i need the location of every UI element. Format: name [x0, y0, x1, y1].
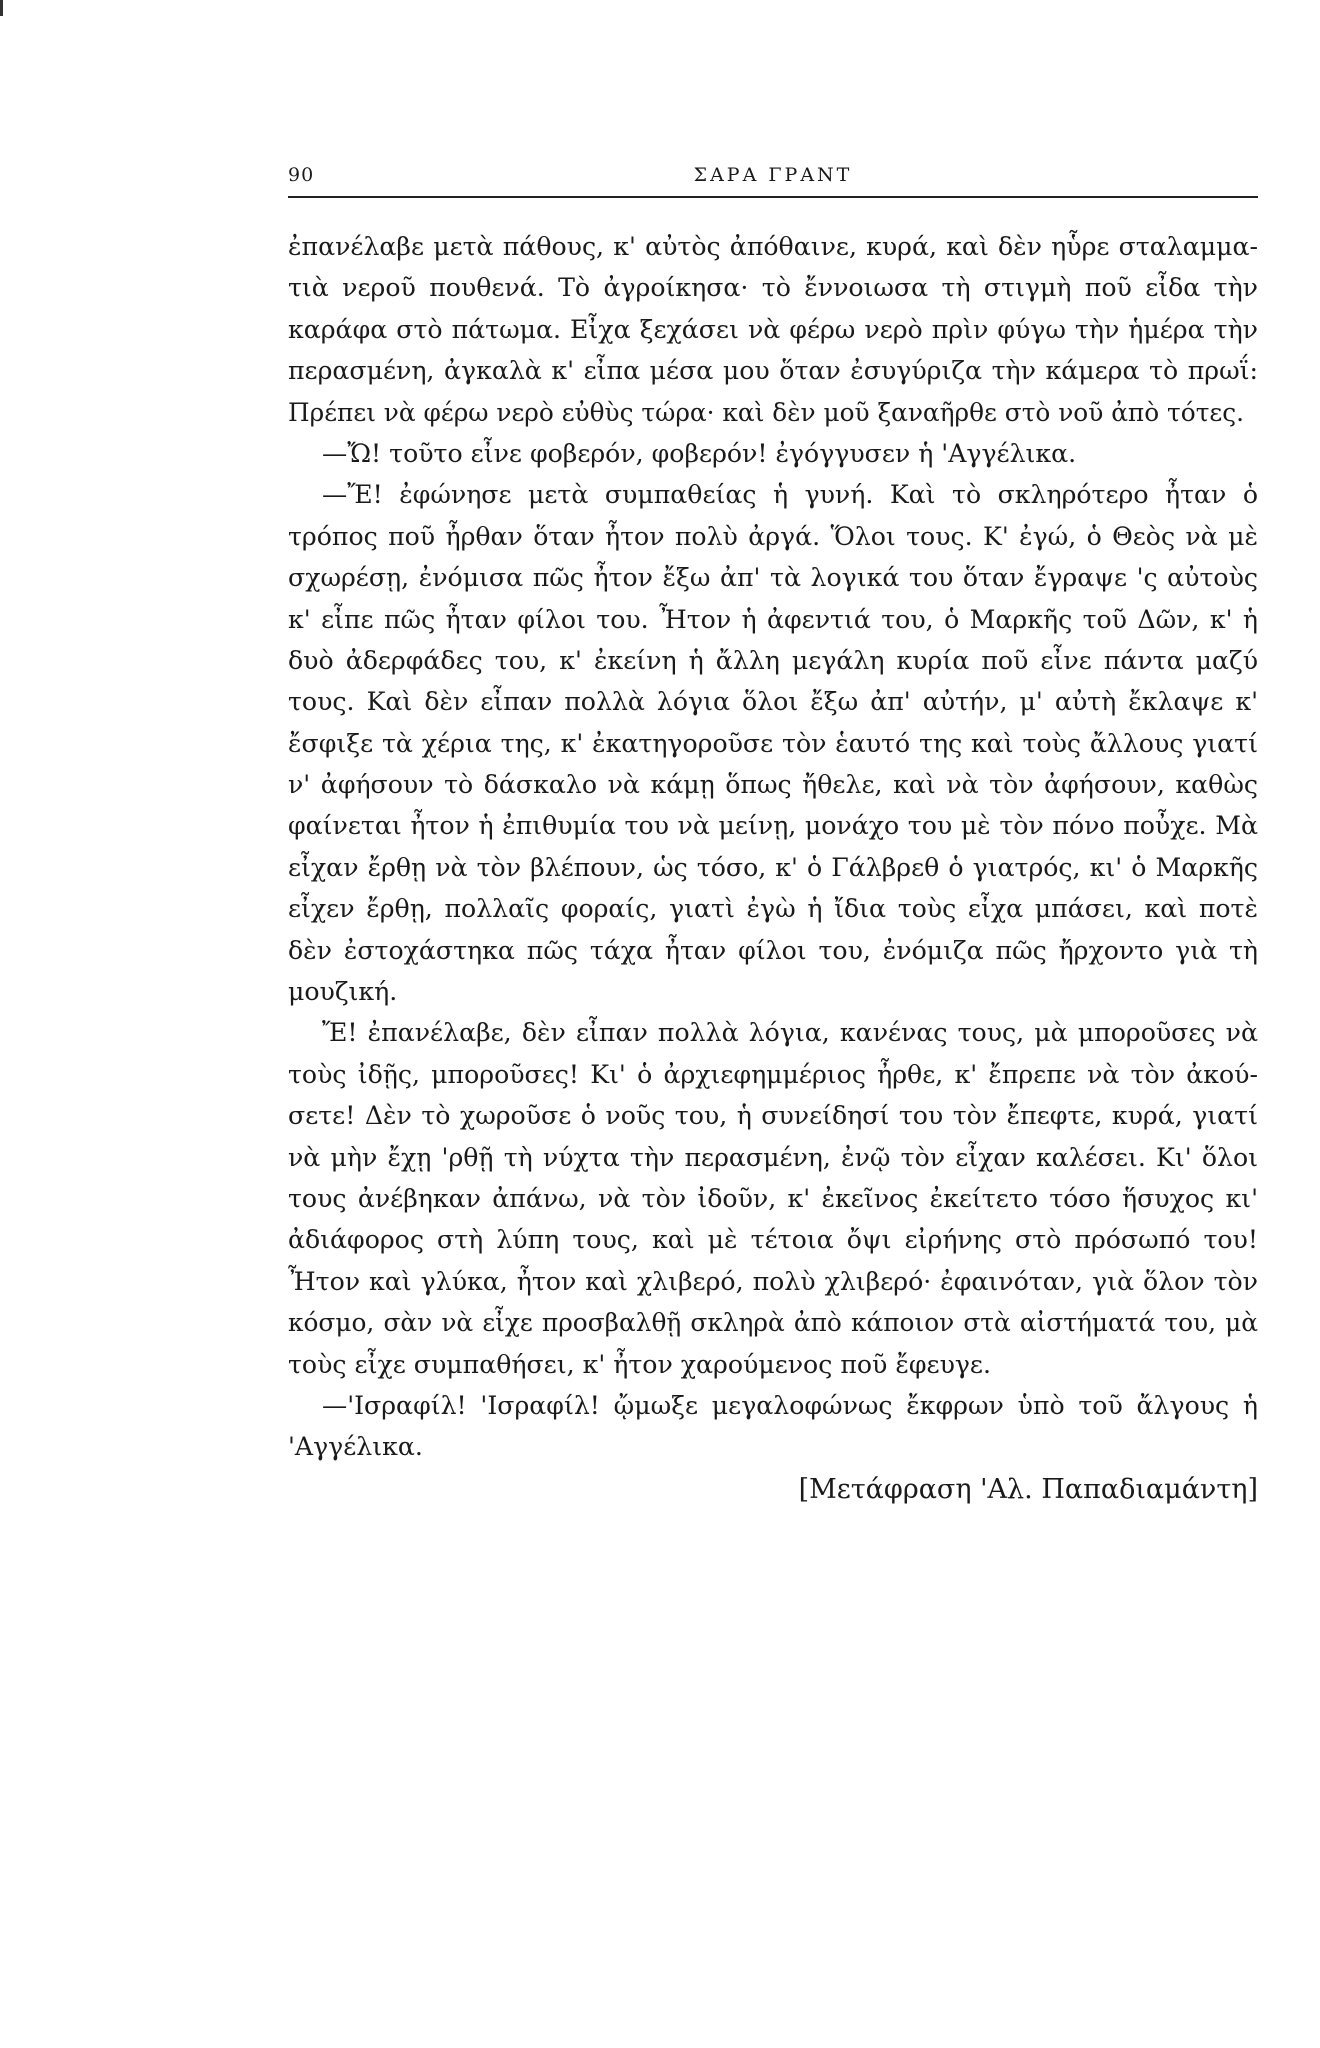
text-line: κόσμο, σὰν νὰ εἶχε προσβαλθῇ σκληρὰ ἀπὸ κάποιον στὰ αἰστήματά του, μὰ [288, 1308, 1258, 1338]
text-line: Ἦτον καὶ γλύκα, ἦτον καὶ χλιβερό, πολὺ χλιβερό· ἐφαινόταν, γιὰ ὅλον τὸν [288, 1266, 1258, 1296]
text-line: τους. Καὶ δὲν εἶπαν πολλὰ λόγια ὅλοι ἔξω ἀπ' αὐτήν, μ' αὐτὴ ἔκλαψε κ' [288, 687, 1258, 717]
text-line: —'Ισραφίλ! 'Ισραφίλ! ᾤμωξε μεγαλοφώνως ἔκφρων ὑπὸ τοῦ ἄλγους ἡ [322, 1390, 1258, 1420]
text-line: τους ἀνέβηκαν ἀπάνω, νὰ τὸν ἰδοῦν, κ' ἐκεῖνος ἐκείτετο τόσο ἥσυχος κι' [288, 1183, 1258, 1213]
text-line: τιὰ νεροῦ πουθενά. Τὸ ἀγροίκησα· τὸ ἔννοιωσα τὴ στιγμὴ ποῦ εἶδα τὴν [288, 273, 1258, 303]
text-line: δὲν ἐστοχάστηκα πῶς τάχα ἦταν φίλοι του, ἐνόμιζα πῶς ἤρχοντο γιὰ τὴ [288, 935, 1258, 965]
translator-note: [Μετάφραση 'Αλ. Παπαδιαμάντη] [798, 1474, 1258, 1505]
text-line: ἐπανέλαβε μετὰ πάθους, κ' αὐτὸς ἀπόθαινε, κυρά, καὶ δὲν ηὗρε σταλαμμα- [288, 232, 1258, 261]
text-line: ἀδιάφορος στὴ λύπη τους, καὶ μὲ τέτοια ὄψι εἰρήνης στὸ πρόσωπό του! [288, 1225, 1258, 1255]
text-line: Πρέπει νὰ φέρω νερὸ εὐθὺς τώρα· καὶ δὲν μοῦ ξαναῆρθε στὸ νοῦ ἀπὸ τότες. [288, 397, 1245, 427]
text-line: εἶχαν ἔρθῃ νὰ τὸν βλέπουν, ὡς τόσο, κ' ὁ Γάλβρεθ ὁ γιατρός, κι' ὁ Μαρκῆς [288, 852, 1258, 882]
body-text [288, 226, 1258, 1468]
text-line: Ἔ! ἐπανέλαβε, δὲν εἶπαν πολλὰ λόγια, κανένας τους, μὰ μποροῦσες νὰ [322, 1018, 1258, 1048]
text-line: —Ἔ! ἐφώνησε μετὰ συμπαθείας ἡ γυνή. Καὶ τὸ σκληρότερο ἦταν ὁ [322, 480, 1258, 510]
text-line: νὰ μὴν ἔχῃ 'ρθῇ τὴ νύχτα τὴν περασμένη, ἐνῷ τὸν εἶχαν καλέσει. Κι' ὅλοι [288, 1142, 1258, 1172]
text-line: περασμένη, ἀγκαλὰ κ' εἶπα μέσα μου ὅταν ἐσυγύριζα τὴν κάμερα τὸ πρωΐ: [288, 356, 1258, 386]
text-line: καράφα στὸ πάτωμα. Εἶχα ξεχάσει νὰ φέρω νερὸ πρὶν φύγω τὴν ἡμέρα τὴν [288, 314, 1258, 344]
text-line: τρόπος ποῦ ἦρθαν ὅταν ἦτον πολὺ ἀργά. Ὅλοι τους. Κ' ἐγώ, ὁ Θεὸς νὰ μὲ [288, 521, 1258, 551]
text-line: σετε! Δὲν τὸ χωροῦσε ὁ νοῦς του, ἡ συνείδησί του τὸν ἔπεφτε, κυρά, γιατί [288, 1101, 1258, 1131]
text-line: ἔσφιξε τὰ χέρια της, κ' ἐκατηγοροῦσε τὸν ἑαυτό της καὶ τοὺς ἄλλους γιατί [288, 728, 1258, 758]
scan-edge-mark [0, 0, 3, 16]
text-line: σχωρέσῃ, ἐνόμισα πῶς ἦτον ἔξω ἀπ' τὰ λογικά του ὅταν ἔγραψε 'ς αὐτοὺς [288, 563, 1258, 593]
header-rule [288, 196, 1258, 198]
text-line: δυὸ ἀδερφάδες του, κ' ἐκείνη ἡ ἄλλη μεγάλη κυρία ποῦ εἶνε πάντα μαζύ [288, 645, 1258, 675]
running-head [288, 164, 1258, 194]
text-line: 'Αγγέλικα. [288, 1432, 423, 1462]
text-line: τοὺς ἰδῇς, μποροῦσες! Κι' ὁ ἀρχιεφημμέριος ἦρθε, κ' ἔπρεπε νὰ τὸν ἀκού- [288, 1059, 1258, 1089]
text-line: εἶχεν ἔρθῃ, πολλαῖς φοραίς, γιατὶ ἐγὼ ἡ ἴδια τοὺς εἶχα μπάσει, καὶ ποτὲ [288, 894, 1258, 924]
text-line: φαίνεται ἦτον ἡ ἐπιθυμία του νὰ μείνῃ, μονάχο του μὲ τὸν πόνο ποὖχε. Μὰ [288, 811, 1258, 841]
running-title: ΣΑΡΑ ΓΡΑΝΤ [693, 164, 853, 186]
text-line: ν' ἀφήσουν τὸ δάσκαλο νὰ κάμῃ ὅπως ἤθελε, καὶ νὰ τὸν ἀφήσουν, καθὼς [288, 770, 1258, 800]
text-line: τοὺς εἶχε συμπαθήσει, κ' ἦτον χαρούμενος ποῦ ἔφευγε. [288, 1349, 991, 1379]
text-line: μουζική. [288, 977, 398, 1007]
page-number: 90 [288, 164, 315, 186]
text-line: κ' εἶπε πῶς ἦταν φίλοι του. Ἦτον ἡ ἀφεντιά του, ὁ Μαρκῆς τοῦ Δῶν, κ' ἡ [288, 604, 1258, 634]
text-line: —Ὤ! τοῦτο εἶνε φοβερόν, φοβερόν! ἐγόγγυσεν ἡ 'Αγγέλικα. [322, 438, 1077, 468]
